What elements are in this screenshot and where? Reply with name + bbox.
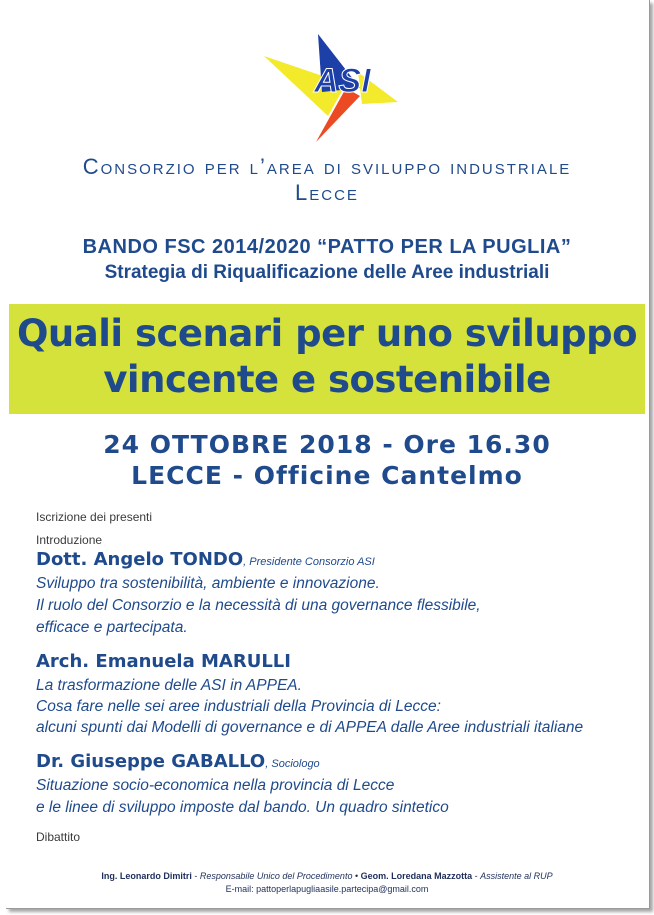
speaker-1-talk-line2: Il ruolo del Consorzio e la necessità di una governance flessibile, xyxy=(36,597,481,614)
intro-label: Introduzione xyxy=(36,533,103,547)
footer-email-address[interactable]: pattoperlapugliaasile.partecipa@gmail.com xyxy=(256,884,429,894)
speaker-3 xyxy=(36,751,320,772)
speaker-3-talk-line1: Situazione socio-economica nella provincia di Lecce xyxy=(36,777,395,794)
speaker-2-name: Arch. Emanuela MARULLI xyxy=(36,651,291,672)
event-date-time: 24 OTTOBRE 2018 - Ore 16.30 xyxy=(103,430,551,459)
speaker-2-talk-line3: alcuni spunti dai Modelli di governance e di APPEA dalle Aree industriali italiane xyxy=(36,719,584,736)
speaker-1-talk-line1: Sviluppo tra sostenibilità, ambiente e innovazione. xyxy=(36,575,380,592)
footer-sep2: - xyxy=(472,871,481,881)
bando-subtitle: Strategia di Riqualificazione delle Aree industriali xyxy=(104,262,550,283)
registration-label: Iscrizione dei presenti xyxy=(36,510,153,524)
org-name-line2: Lecce xyxy=(295,180,359,205)
footer-person2-role: Assistente al RUP xyxy=(480,871,553,881)
asi-logo-graphic xyxy=(258,32,400,144)
debate-label: Dibattito xyxy=(36,830,81,844)
asi-logo xyxy=(258,32,400,144)
footer-person2-name: Geom. Loredana Mazzotta xyxy=(360,871,473,881)
footer-email xyxy=(0,884,654,894)
footer-contacts xyxy=(0,871,654,881)
speaker-3-role: , Sociologo xyxy=(265,758,320,770)
org-name-line1: Consorzio per l’area di sviluppo industriale xyxy=(82,154,572,179)
footer-email-label: E-mail: xyxy=(225,884,257,894)
logo-text: ASI xyxy=(314,62,371,100)
headline-line2: vincente e sostenibile xyxy=(103,358,551,401)
speaker-2 xyxy=(36,651,291,672)
footer-sep1: - xyxy=(191,871,200,881)
event-place: LECCE - Officine Cantelmo xyxy=(131,461,523,490)
speaker-2-talk-line1: La trasformazione delle ASI in APPEA. xyxy=(36,677,302,694)
footer-bullet: • xyxy=(352,871,361,881)
headline-line1: Quali scenari per uno sviluppo xyxy=(16,312,638,355)
speaker-1-role: , Presidente Consorzio ASI xyxy=(243,556,375,568)
bando-title: BANDO FSC 2014/2020 “PATTO PER LA PUGLIA” xyxy=(82,236,572,258)
footer-person1-role: Responsabile Unico del Procedimento xyxy=(199,871,353,881)
speaker-3-talk-line2: e le linee di sviluppo imposte dal bando. Un quadro sintetico xyxy=(36,799,449,816)
footer-person1-name: Ing. Leonardo Dimitri xyxy=(101,871,192,881)
speaker-1-name: Dott. Angelo TONDO xyxy=(36,549,244,570)
speaker-2-talk-line2: Cosa fare nelle sei aree industriali della Provincia di Lecce: xyxy=(36,698,441,715)
speaker-1 xyxy=(36,549,375,570)
speaker-1-talk-line3: efficace e partecipata. xyxy=(36,619,188,636)
speaker-3-name: Dr. Giuseppe GABALLO xyxy=(36,751,266,772)
